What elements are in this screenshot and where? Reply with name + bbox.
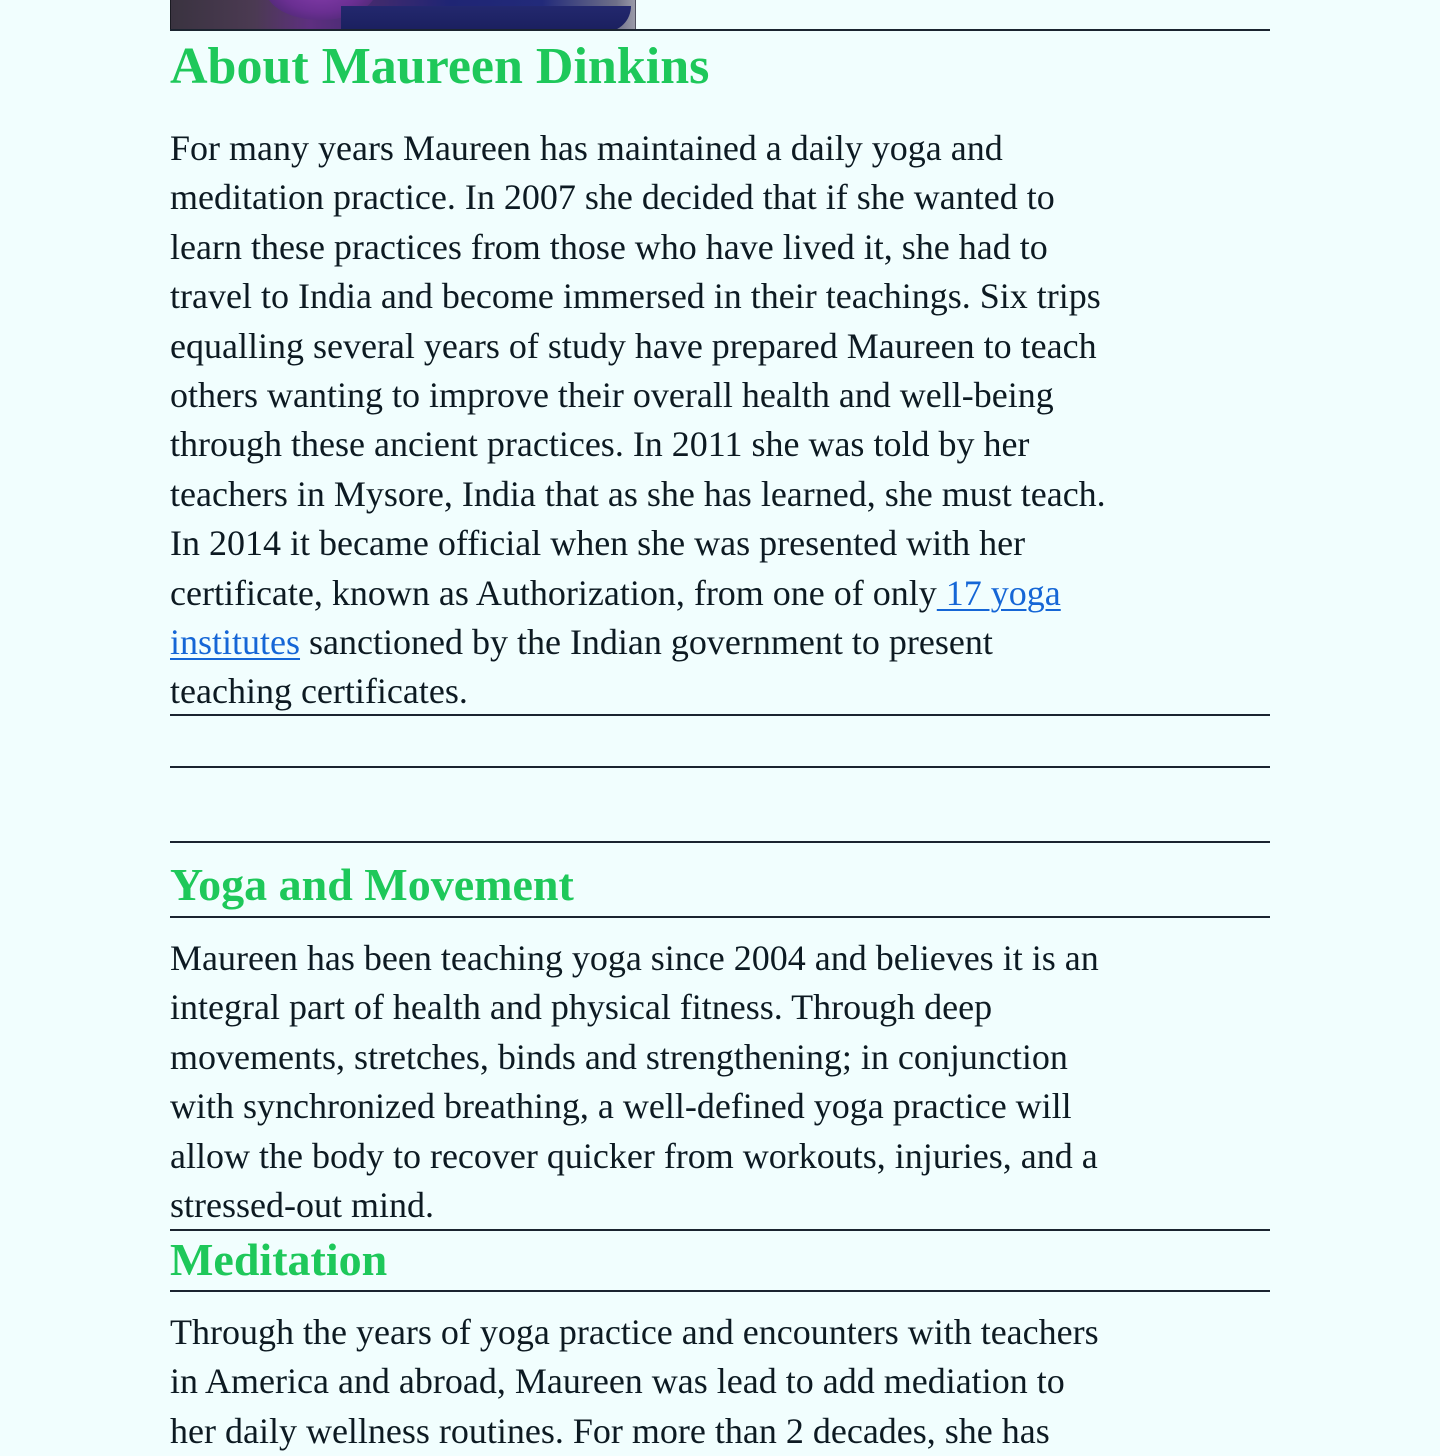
divider	[170, 916, 1270, 918]
divider	[170, 714, 1270, 716]
text-line: teaching certificates.	[170, 671, 468, 712]
text-line: allow the body to recover quicker from workouts, injuries, and a	[170, 1135, 1098, 1176]
text-line: In 2014 it became official when she was presented with her	[170, 523, 1026, 564]
yoga-movement-heading: Yoga and Movement	[170, 859, 574, 910]
text-line	[170, 618, 1270, 667]
divider	[170, 29, 1270, 31]
text-line: integral part of health and physical fitness. Through deep	[170, 987, 993, 1028]
text-line: through these ancient practices. In 2011 she was told by her	[170, 424, 1030, 465]
text-line: movements, stretches, binds and strengthening; in conjunction	[170, 1036, 1068, 1077]
text-line: in America and abroad, Maureen was lead to add mediation to	[170, 1361, 1065, 1402]
about-paragraph	[170, 124, 1270, 717]
text-line: stressed-out mind.	[170, 1185, 434, 1226]
divider	[170, 1229, 1270, 1231]
divider	[170, 841, 1270, 843]
text-line: Maureen has been teaching yoga since 2004 and believes it is an	[170, 938, 1099, 978]
text-line: learn these practices from those who have lived it, she had to	[170, 226, 1048, 267]
text-line: travel to India and become immersed in their teachings. Six trips	[170, 276, 1101, 317]
text-line: Through the years of yoga practice and encounters with teachers	[170, 1312, 1099, 1352]
text-line: meditation practice. In 2007 she decided that if she wanted to	[170, 177, 1055, 218]
about-heading: About Maureen Dinkins	[170, 38, 710, 95]
meditation-heading: Meditation	[170, 1234, 388, 1285]
yoga-institutes-link[interactable]: 17 yoga	[936, 572, 1061, 613]
text-line: For many years Maureen has maintained a daily yoga and	[170, 128, 1003, 168]
divider	[170, 1290, 1270, 1292]
text-line: equalling several years of study have prepared Maureen to teach	[170, 325, 1097, 366]
yoga-movement-paragraph	[170, 934, 1270, 1230]
divider	[170, 766, 1270, 768]
yoga-institutes-link[interactable]: institutes	[170, 622, 301, 663]
text-line: her daily wellness routines. For more than 2 decades, she has	[170, 1410, 1050, 1451]
text-line	[170, 569, 1270, 618]
text-line: with synchronized breathing, a well-defined yoga practice will	[170, 1086, 1072, 1127]
text-segment: sanctioned by the Indian government to present	[300, 622, 993, 663]
text-line: others wanting to improve their overall health and well-being	[170, 375, 1054, 416]
text-segment: certificate, known as Authorization, from one of only	[170, 572, 937, 613]
yoga-photo	[170, 0, 636, 30]
text-line: teachers in Mysore, India that as she has learned, she must teach.	[170, 473, 1106, 514]
photo-detail	[341, 6, 631, 30]
meditation-paragraph	[170, 1308, 1270, 1456]
